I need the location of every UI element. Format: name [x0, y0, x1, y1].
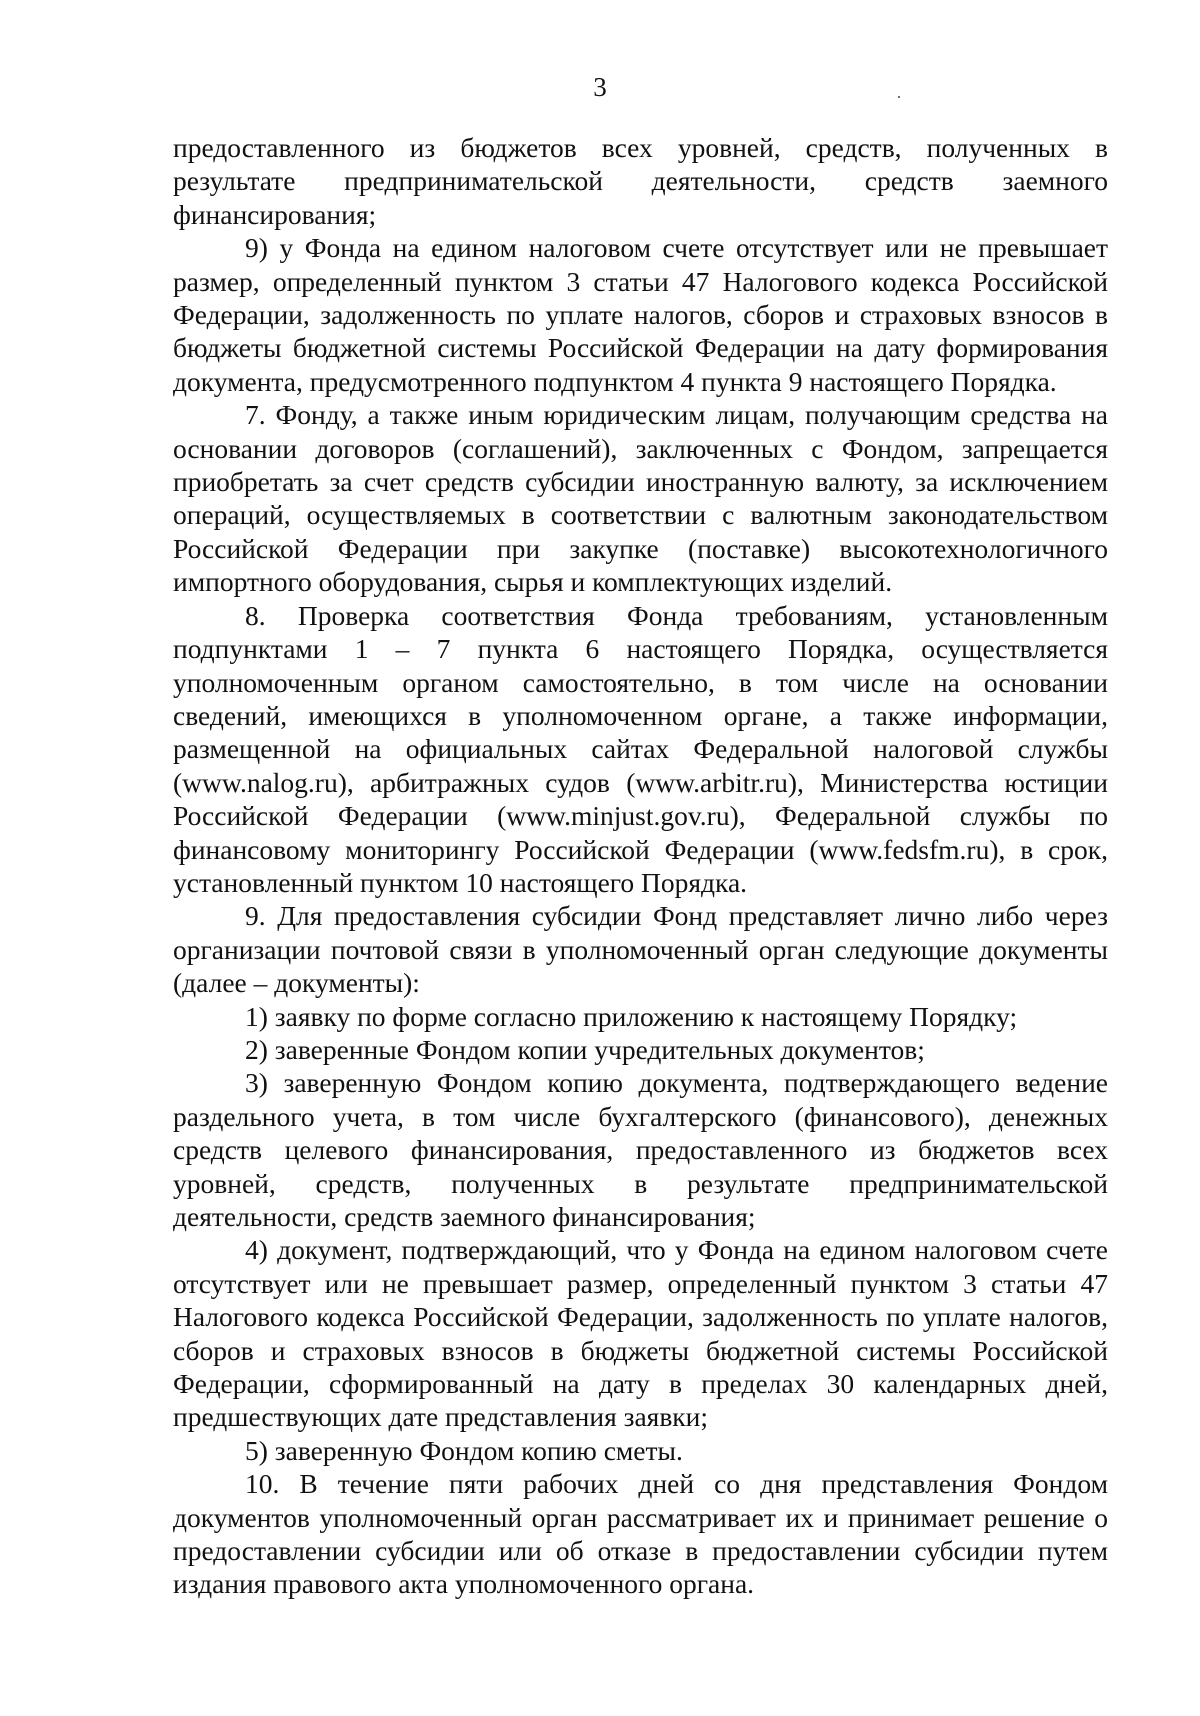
scan-speck — [898, 96, 900, 98]
paragraph: 4) документ, подтверждающий, что у Фонда на едином налоговом счете отсутствует или не превышает размер, определенный пунктом 3 статьи 47 Налогового кодекса Российской Федерации, задолженность по уплате налогов, сборов и страховых взносов в бюджеты бюджетной системы Российской Федерации, сформированный на дату в пределах 30 календарных дней, предшествующих дате представления заявки; — [173, 1234, 1108, 1433]
paragraph: 5) заверенную Фондом копию сметы. — [245, 1434, 683, 1466]
paragraph: 8. Проверка соответствия Фонда требованиям, установленным подпунктами 1 – 7 пункта 6 настоящего Порядка, осуществляется уполномоченным органом самостоятельно, в том числе на основании сведений, имеющихся в уполномоченном органе, а также информации, размещенной на официальных сайтах Федеральной налоговой службы (www.nalog.ru), арбитражных судов (www.arbitr.ru), Министерства юстиции Российской Федерации (www.minjust.gov.ru), Федеральной службы по финансовому мониторингу Российской Федерации (www.fedsfm.ru), в срок, установленный пунктом 10 настоящего Порядка. — [173, 599, 1108, 898]
paragraph: 3) заверенную Фондом копию документа, подтверждающего ведение раздельного учета, в том числе бухгалтерского (финансового), денежных средств целевого финансирования, предоставленного из бюджетов всех уровней, средств, полученных в результате предпринимательской деятельности, средств заемного финансирования; — [173, 1067, 1108, 1232]
document-body — [173, 131, 1108, 1601]
paragraph: 7. Фонду, а также иным юридическим лицам, получающим средства на основании договоров (соглашений), заключенных с Фондом, запрещается приобретать за счет средств субсидии иностранную валюту, за исключением операций, осуществляемых в соответствии с валютным законодательством Российской Федерации при закупке (поставке) высокотехнологичного импортного оборудования, сырья и комплектующих изделий. — [173, 399, 1108, 598]
page-number: 3 — [593, 72, 607, 102]
paragraph: 10. В течение пяти рабочих дней со дня представления Фондом документов уполномоченный орган рассматривает их и принимает решение о предоставлении субсидии или об отказе в предоставлении субсидии путем издания правового акта уполномоченного органа. — [173, 1468, 1108, 1600]
paragraph: 9) у Фонда на едином налоговом счете отсутствует или не превышает размер, определенный пунктом 3 статьи 47 Налогового кодекса Российской Федерации, задолженность по уплате налогов, сборов и страховых взносов в бюджеты бюджетной системы Российской Федерации на дату формирования документа, предусмотренного подпунктом 4 пункта 9 настоящего Порядка. — [173, 232, 1108, 397]
paragraph: 9. Для предоставления субсидии Фонд представляет лично либо через организации почтовой связи в уполномоченный орган следующие документы (далее – документы): — [173, 900, 1108, 999]
paragraph: 1) заявку по форме согласно приложению к настоящему Порядку; — [245, 1000, 1018, 1032]
paragraph: предоставленного из бюджетов всех уровней, средств, полученных в результате предпринимательской деятельности, средств заемного финансирования; — [173, 132, 1108, 230]
paragraph: 2) заверенные Фондом копии учредительных документов; — [245, 1033, 925, 1065]
